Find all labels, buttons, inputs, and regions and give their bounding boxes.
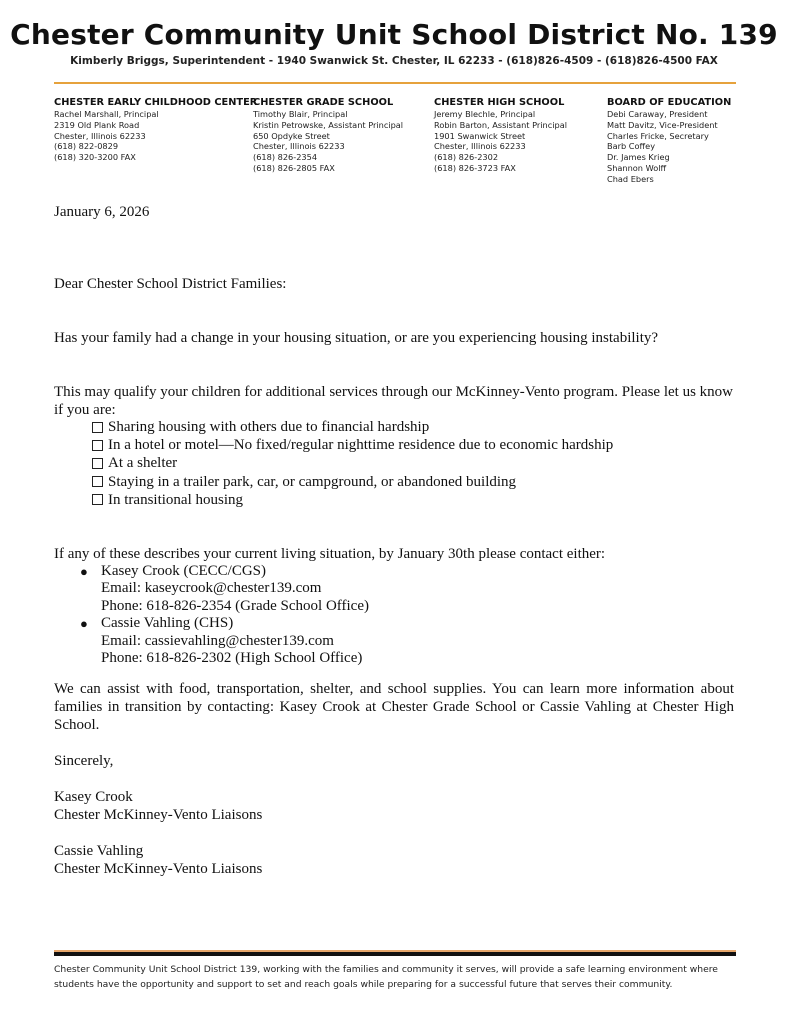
column-line: (618) 826-2302: [434, 152, 499, 163]
contact-phone: Phone: 618-826-2302 (High School Office): [101, 650, 363, 667]
column-line: 1901 Swanwick Street: [434, 130, 526, 141]
signature-title: Chester McKinney-Vento Liaisons: [54, 861, 263, 877]
contact-email: Email: kaseycrook@chester139.com: [101, 580, 322, 597]
signature-block: [54, 842, 734, 878]
column-line: Debi Caraway, President: [607, 109, 708, 119]
greeting: Dear Chester School District Families:: [54, 276, 287, 292]
header-divider: [54, 82, 736, 84]
column-header: BOARD OF EDUCATION: [607, 97, 732, 108]
checkbox-icon: [92, 422, 103, 433]
checkbox-icon: [92, 440, 103, 451]
contact-name: Cassie Vahling (CHS): [101, 615, 234, 632]
checklist-item: [92, 436, 613, 454]
contact-email: Email: cassievahling@chester139.com: [101, 632, 334, 649]
signature-name: Cassie Vahling: [54, 843, 144, 859]
contact-name: Kasey Crook (CECC/CGS): [101, 563, 266, 579]
school-column-ecc: [54, 96, 257, 163]
column-line: (618) 822-0829: [54, 141, 119, 152]
column-line: (618) 826-2354: [253, 152, 318, 163]
housing-checklist: [92, 418, 613, 509]
column-line: Dr. James Krieg: [607, 152, 670, 163]
column-line: Kristin Petrowske, Assistant Principal: [253, 119, 404, 130]
bullet-icon: ●: [80, 564, 88, 579]
bullet-icon: ●: [80, 616, 88, 632]
checklist-item: [92, 491, 613, 509]
intro-paragraph: This may qualify your children for additional services through our McKinney-Vento program. Please let us know if you are:: [54, 384, 734, 418]
contact-phone: Phone: 618-826-2354 (Grade School Office): [101, 597, 369, 614]
column-line: Jeremy Blechle, Principal: [434, 109, 536, 119]
checklist-item: [92, 418, 613, 436]
column-line: Timothy Blair, Principal: [253, 109, 348, 119]
checkbox-icon: [92, 494, 103, 505]
column-line: Robin Barton, Assistant Principal: [434, 119, 567, 130]
signature-name: Kasey Crook: [54, 789, 133, 805]
signature-title: Chester McKinney-Vento Liaisons: [54, 807, 263, 823]
checklist-label: At a shelter: [108, 455, 178, 472]
column-line: 2319 Old Plank Road: [54, 119, 140, 130]
school-column-grade: [253, 96, 403, 174]
column-line: (618) 320-3200 FAX: [54, 152, 136, 163]
assistance-paragraph: We can assist with food, transportation, shelter, and school supplies. You can learn more information about families in transition by contacting: Kasey Crook at Chester Grade School or Cassie Vahling at Chester High School.: [54, 681, 734, 733]
checklist-label: Sharing housing with others due to financial hardship: [108, 419, 430, 435]
superintendent-contact-line: Kimberly Briggs, Superintendent - 1940 Swanwick St. Chester, IL 62233 - (618)826-4509 - (618)826-4500 FAX: [70, 55, 718, 67]
column-line: (618) 826-2805 FAX: [253, 162, 335, 173]
checklist-label: In a hotel or motel—No fixed/regular nighttime residence due to economic hardship: [108, 437, 614, 454]
checkbox-icon: [92, 458, 103, 469]
column-line: Charles Fricke, Secretary: [607, 130, 709, 141]
column-line: 650 Opdyke Street: [253, 130, 330, 141]
checklist-label: In transitional housing: [108, 491, 243, 508]
contact-item: [80, 563, 369, 615]
contact-list: [80, 563, 369, 667]
column-line: Chester, Illinois 62233: [54, 130, 146, 141]
checkbox-icon: [92, 476, 103, 487]
column-header: CHESTER GRADE SCHOOL: [253, 97, 394, 108]
column-header: CHESTER HIGH SCHOOL: [434, 97, 565, 108]
column-line: Chester, Illinois 62233: [434, 141, 526, 152]
housing-question: Has your family had a change in your housing situation, or are you experiencing housing instability?: [54, 330, 659, 346]
checklist-item: [92, 454, 613, 472]
column-line: (618) 826-3723 FAX: [434, 162, 516, 173]
column-header: CHESTER EARLY CHILDHOOD CENTER: [54, 97, 258, 108]
signature-block: [54, 788, 734, 824]
column-line: Chester, Illinois 62233: [253, 141, 345, 152]
checklist-item: [92, 473, 613, 491]
footer-divider: [54, 950, 736, 956]
school-column-high: [434, 96, 567, 174]
column-line: Chad Ebers: [607, 173, 654, 184]
column-line: Matt Davitz, Vice-President: [607, 119, 718, 130]
column-line: Barb Coffey: [607, 141, 656, 152]
contact-item: [80, 615, 369, 667]
contact-intro: If any of these describes your current living situation, by January 30th please contact either:: [54, 546, 606, 562]
district-title: Chester Community Unit School District No. 139: [10, 18, 778, 51]
checklist-label: Staying in a trailer park, car, or campground, or abandoned building: [108, 473, 517, 490]
mission-statement: Chester Community Unit School District 139, working with the families and community it serves, will provide a safe learning environment where students have the opportunity and support to set and reach goals while preparing for a successful future that serves their community.: [54, 964, 718, 990]
board-column: [607, 96, 731, 185]
letter-date: January 6, 2026: [54, 204, 150, 220]
closing: Sincerely,: [54, 753, 114, 769]
column-line: Rachel Marshall, Principal: [54, 109, 159, 119]
column-line: Shannon Wolff: [607, 162, 667, 173]
